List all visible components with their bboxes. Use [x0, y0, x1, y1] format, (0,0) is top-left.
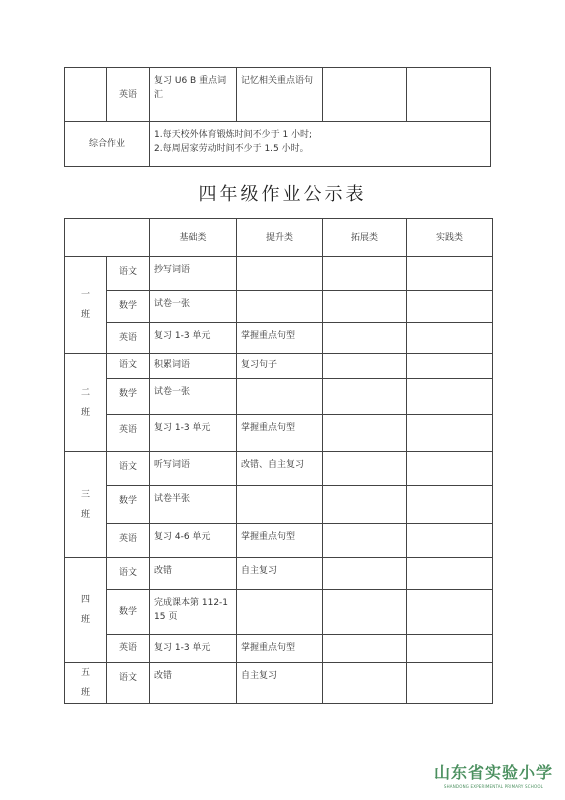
- extension-cell: [323, 486, 407, 524]
- class-label: 四 班: [65, 558, 107, 663]
- subject-cell: 语文: [107, 663, 150, 704]
- subject-english: 英语: [107, 68, 150, 122]
- extension-cell: [323, 379, 407, 415]
- subject-cell: 数学: [107, 291, 150, 323]
- extension-cell: [323, 635, 407, 663]
- practice-cell: [407, 663, 493, 704]
- table-row: [65, 354, 493, 379]
- practice-cell: [407, 558, 493, 590]
- header-row: [65, 219, 493, 257]
- extension-task: [323, 68, 407, 122]
- school-logo: [434, 760, 553, 789]
- subject-cell: 数学: [107, 486, 150, 524]
- basic-cell: 改错: [150, 558, 237, 590]
- table-row: [65, 452, 493, 486]
- basic-cell: 听写词语: [150, 452, 237, 486]
- subject-cell: 英语: [107, 524, 150, 558]
- subject-cell: 语文: [107, 452, 150, 486]
- table-row: [65, 635, 493, 663]
- school-name-cn: 山东省实验小学: [433, 763, 553, 782]
- table-row: [65, 486, 493, 524]
- table-row: [65, 558, 493, 590]
- extension-cell: [323, 590, 407, 635]
- basic-cell: 改错: [150, 663, 237, 704]
- comprehensive-line-1: 1.每天校外体育锻炼时间不少于 1 小时;: [154, 130, 313, 140]
- subject-cell: 语文: [107, 558, 150, 590]
- header-practice: 实践类: [407, 219, 493, 257]
- subject-cell: 英语: [107, 415, 150, 452]
- practice-cell: [407, 635, 493, 663]
- extension-cell: [323, 663, 407, 704]
- header-blank: [65, 219, 150, 257]
- subject-cell: 数学: [107, 590, 150, 635]
- extension-cell: [323, 291, 407, 323]
- advanced-cell: [237, 379, 323, 415]
- extension-cell: [323, 524, 407, 558]
- table-row: [65, 590, 493, 635]
- basic-cell: 试卷一张: [150, 379, 237, 415]
- basic-cell: 试卷一张: [150, 291, 237, 323]
- class-label: 五 班: [65, 663, 107, 704]
- practice-cell: [407, 354, 493, 379]
- extension-cell: [323, 354, 407, 379]
- practice-cell: [407, 257, 493, 291]
- table-row: [65, 379, 493, 415]
- header-advanced: 提升类: [237, 219, 323, 257]
- advanced-cell: [237, 257, 323, 291]
- basic-cell: 试卷半张: [150, 486, 237, 524]
- class-label: 三 班: [65, 452, 107, 558]
- basic-cell: 复习 4-6 单元: [150, 524, 237, 558]
- class-label: 二 班: [65, 354, 107, 452]
- basic-task: 复习 U6 B 重点词汇: [150, 68, 237, 122]
- practice-cell: [407, 590, 493, 635]
- table-row: [65, 524, 493, 558]
- basic-cell: 积累词语: [150, 354, 237, 379]
- advanced-cell: 复习句子: [237, 354, 323, 379]
- practice-cell: [407, 452, 493, 486]
- table-row: [65, 323, 493, 354]
- advanced-cell: 掌握重点句型: [237, 323, 323, 354]
- advanced-cell: [237, 590, 323, 635]
- basic-cell: 完成课本第 112-115 页: [150, 590, 237, 635]
- extension-cell: [323, 558, 407, 590]
- subject-cell: 语文: [107, 257, 150, 291]
- table-row: [65, 415, 493, 452]
- class-label: 一 班: [65, 257, 107, 354]
- advanced-task: 记忆相关重点语句: [237, 68, 323, 122]
- extension-cell: [323, 452, 407, 486]
- practice-cell: [407, 291, 493, 323]
- basic-cell: 复习 1-3 单元: [150, 323, 237, 354]
- advanced-cell: [237, 486, 323, 524]
- advanced-cell: 改错、自主复习: [237, 452, 323, 486]
- comprehensive-line-2: 2.每周居家劳动时间不少于 1.5 小时。: [154, 144, 309, 154]
- practice-cell: [407, 524, 493, 558]
- school-name-en: SHANDONG EXPERIMENTAL PRIMARY SCHOOL: [443, 784, 544, 789]
- table-row: [65, 257, 493, 291]
- practice-task: [407, 68, 491, 122]
- practice-cell: [407, 486, 493, 524]
- subject-cell: 语文: [107, 354, 150, 379]
- advanced-cell: 掌握重点句型: [237, 635, 323, 663]
- basic-cell: 复习 1-3 单元: [150, 415, 237, 452]
- extension-cell: [323, 257, 407, 291]
- advanced-cell: 自主复习: [237, 558, 323, 590]
- grade4-homework-table: [64, 218, 493, 704]
- advanced-cell: 掌握重点句型: [237, 415, 323, 452]
- header-basic: 基础类: [150, 219, 237, 257]
- comprehensive-content: [150, 122, 491, 167]
- extension-cell: [323, 323, 407, 354]
- comprehensive-label: 综合作业: [65, 122, 150, 167]
- advanced-cell: 自主复习: [237, 663, 323, 704]
- advanced-cell: [237, 291, 323, 323]
- basic-cell: 抄写词语: [150, 257, 237, 291]
- page-title: 四年级作业公示表: [198, 184, 367, 205]
- header-extension: 拓展类: [323, 219, 407, 257]
- practice-cell: [407, 323, 493, 354]
- advanced-cell: 掌握重点句型: [237, 524, 323, 558]
- practice-cell: [407, 415, 493, 452]
- subject-cell: 数学: [107, 379, 150, 415]
- subject-cell: 英语: [107, 323, 150, 354]
- table-row: [65, 663, 493, 704]
- extension-cell: [323, 415, 407, 452]
- class-cell-empty: [65, 68, 107, 122]
- table-row: [65, 291, 493, 323]
- subject-cell: 英语: [107, 635, 150, 663]
- basic-cell: 复习 1-3 单元: [150, 635, 237, 663]
- practice-cell: [407, 379, 493, 415]
- previous-homework-table: [64, 67, 491, 167]
